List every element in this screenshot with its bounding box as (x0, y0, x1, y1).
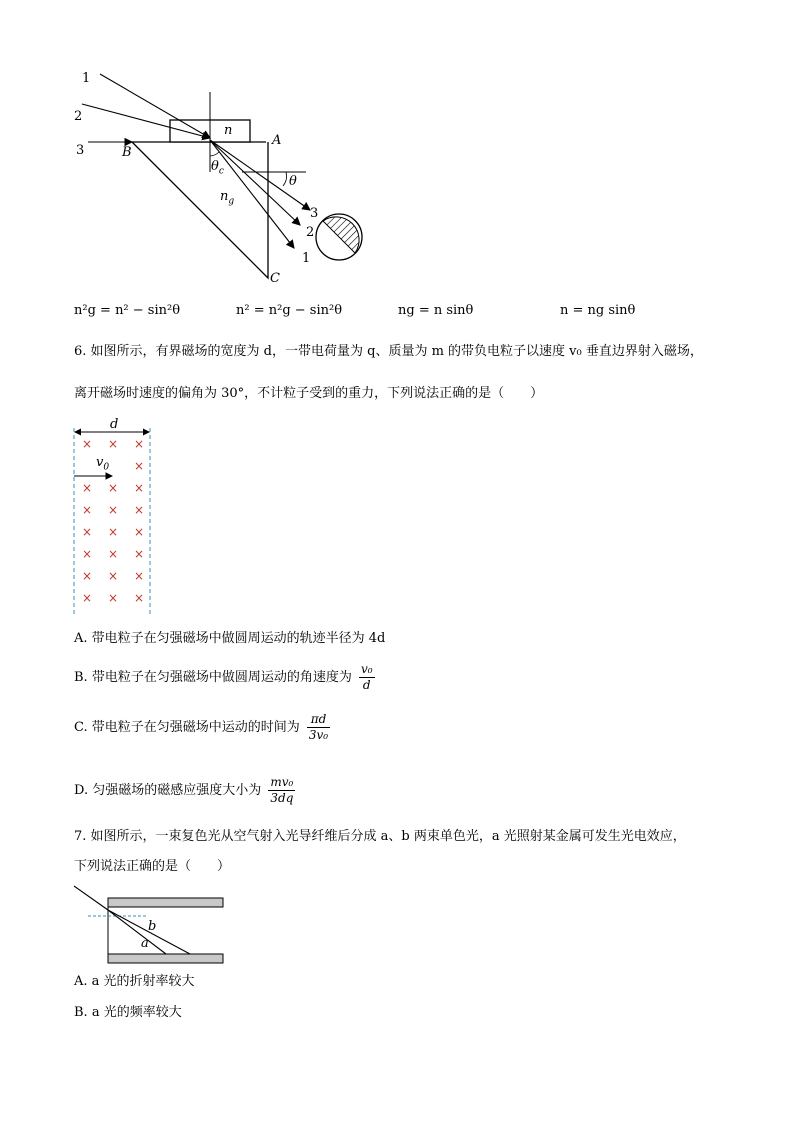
field-cross-mark: × (134, 503, 145, 517)
ray-3-label: 3 (76, 143, 85, 158)
q6-option-c-fraction: $\frac{\pi d}{\text{3v₀}}$ (308, 712, 329, 742)
field-cross-mark: × (134, 459, 145, 473)
q7-stem-line2: 下列说法正确的是（ ） (74, 859, 231, 874)
n-g-label: $n_g$ (220, 189, 235, 207)
field-cross-mark: × (82, 591, 93, 605)
point-a-label: A (272, 133, 282, 148)
ray-2-label: 2 (74, 109, 83, 124)
field-cross-mark: × (134, 569, 145, 583)
q6-option-b-fraction: $\frac{\text{v₀}}{d}$ (360, 662, 373, 692)
q6-stem-line2: 离开磁场时速度的偏角为 30°，不计粒子受到的重力，下列说法正确的是（ ） (74, 386, 544, 401)
field-cross-mark: × (82, 481, 93, 495)
point-b-label: B (122, 145, 132, 160)
field-cross-mark: × (108, 591, 119, 605)
field-cross-mark: × (134, 437, 145, 451)
field-cross-mark: × (108, 569, 119, 583)
field-cross-mark: × (82, 437, 93, 451)
field-cross-mark: × (134, 591, 145, 605)
q5-option-d: n = ng sinθ (560, 303, 636, 318)
velocity-v0-label: $v_0$ (96, 455, 110, 473)
q7-stem-line1: 7. 如图所示，一束复色光从空气射入光导纤维后分成 a、b 两束单色光，a 光照射某金属可发生光电效应， (74, 829, 686, 844)
q6-option-d: D. 匀强磁场的磁感应强度大小为 $\frac{\text{mv₀}}{3dq}$ (74, 775, 294, 805)
field-cross-mark: × (82, 547, 93, 561)
field-cross-mark: × (108, 547, 119, 561)
beam-b-label: b (148, 919, 157, 934)
field-cross-mark: × (134, 525, 145, 539)
theta-c-label: $\theta_c$ (211, 159, 224, 177)
ray-1-label: 1 (82, 71, 91, 86)
out-ray-2-label: 2 (306, 225, 315, 240)
q6-option-a: A. 带电粒子在匀强磁场中做圆周运动的轨迹半径为 4d (74, 631, 386, 646)
q7-option-b: B. a 光的频率较大 (74, 1005, 182, 1020)
field-cross-mark: × (108, 437, 119, 451)
theta-label: θ (289, 174, 297, 189)
q6-option-c: C. 带电粒子在匀强磁场中运动的时间为 $\frac{\pi d}{\text{3v₀}}$ (74, 712, 329, 742)
q6-magnetic-field-figure (66, 418, 166, 618)
point-c-label: C (270, 271, 280, 286)
q5-option-a: n²g = n² − sin²θ (74, 303, 181, 318)
q7-option-a: A. a 光的折射率较大 (74, 974, 195, 989)
field-cross-mark: × (108, 503, 119, 517)
q6-option-d-fraction: $\frac{\text{mv₀}}{3dq}$ (270, 775, 294, 805)
out-ray-3-label: 3 (310, 206, 319, 221)
field-cross-mark: × (82, 525, 93, 539)
field-cross-mark: × (108, 481, 119, 495)
width-d-label: d (110, 417, 119, 432)
field-cross-mark: × (134, 547, 145, 561)
out-ray-1-label: 1 (302, 251, 311, 266)
q5-option-b: n² = n²g − sin²θ (236, 303, 343, 318)
field-cross-mark: × (134, 481, 145, 495)
medium-n-label: n (224, 123, 233, 138)
field-cross-mark: × (82, 569, 93, 583)
q5-option-c: ng = n sinθ (398, 303, 474, 318)
field-cross-mark: × (82, 503, 93, 517)
field-cross-mark: × (108, 525, 119, 539)
q6-stem-line1: 6. 如图所示，有界磁场的宽度为 d，一带电荷量为 q、质量为 m 的带负电粒子以速度 v₀ 垂直边界射入磁场， (74, 344, 703, 359)
beam-a-label: a (141, 936, 149, 951)
q6-option-b: B. 带电粒子在匀强磁场中做圆周运动的角速度为 $\frac{\text{v₀}}{d}$ (74, 662, 373, 692)
